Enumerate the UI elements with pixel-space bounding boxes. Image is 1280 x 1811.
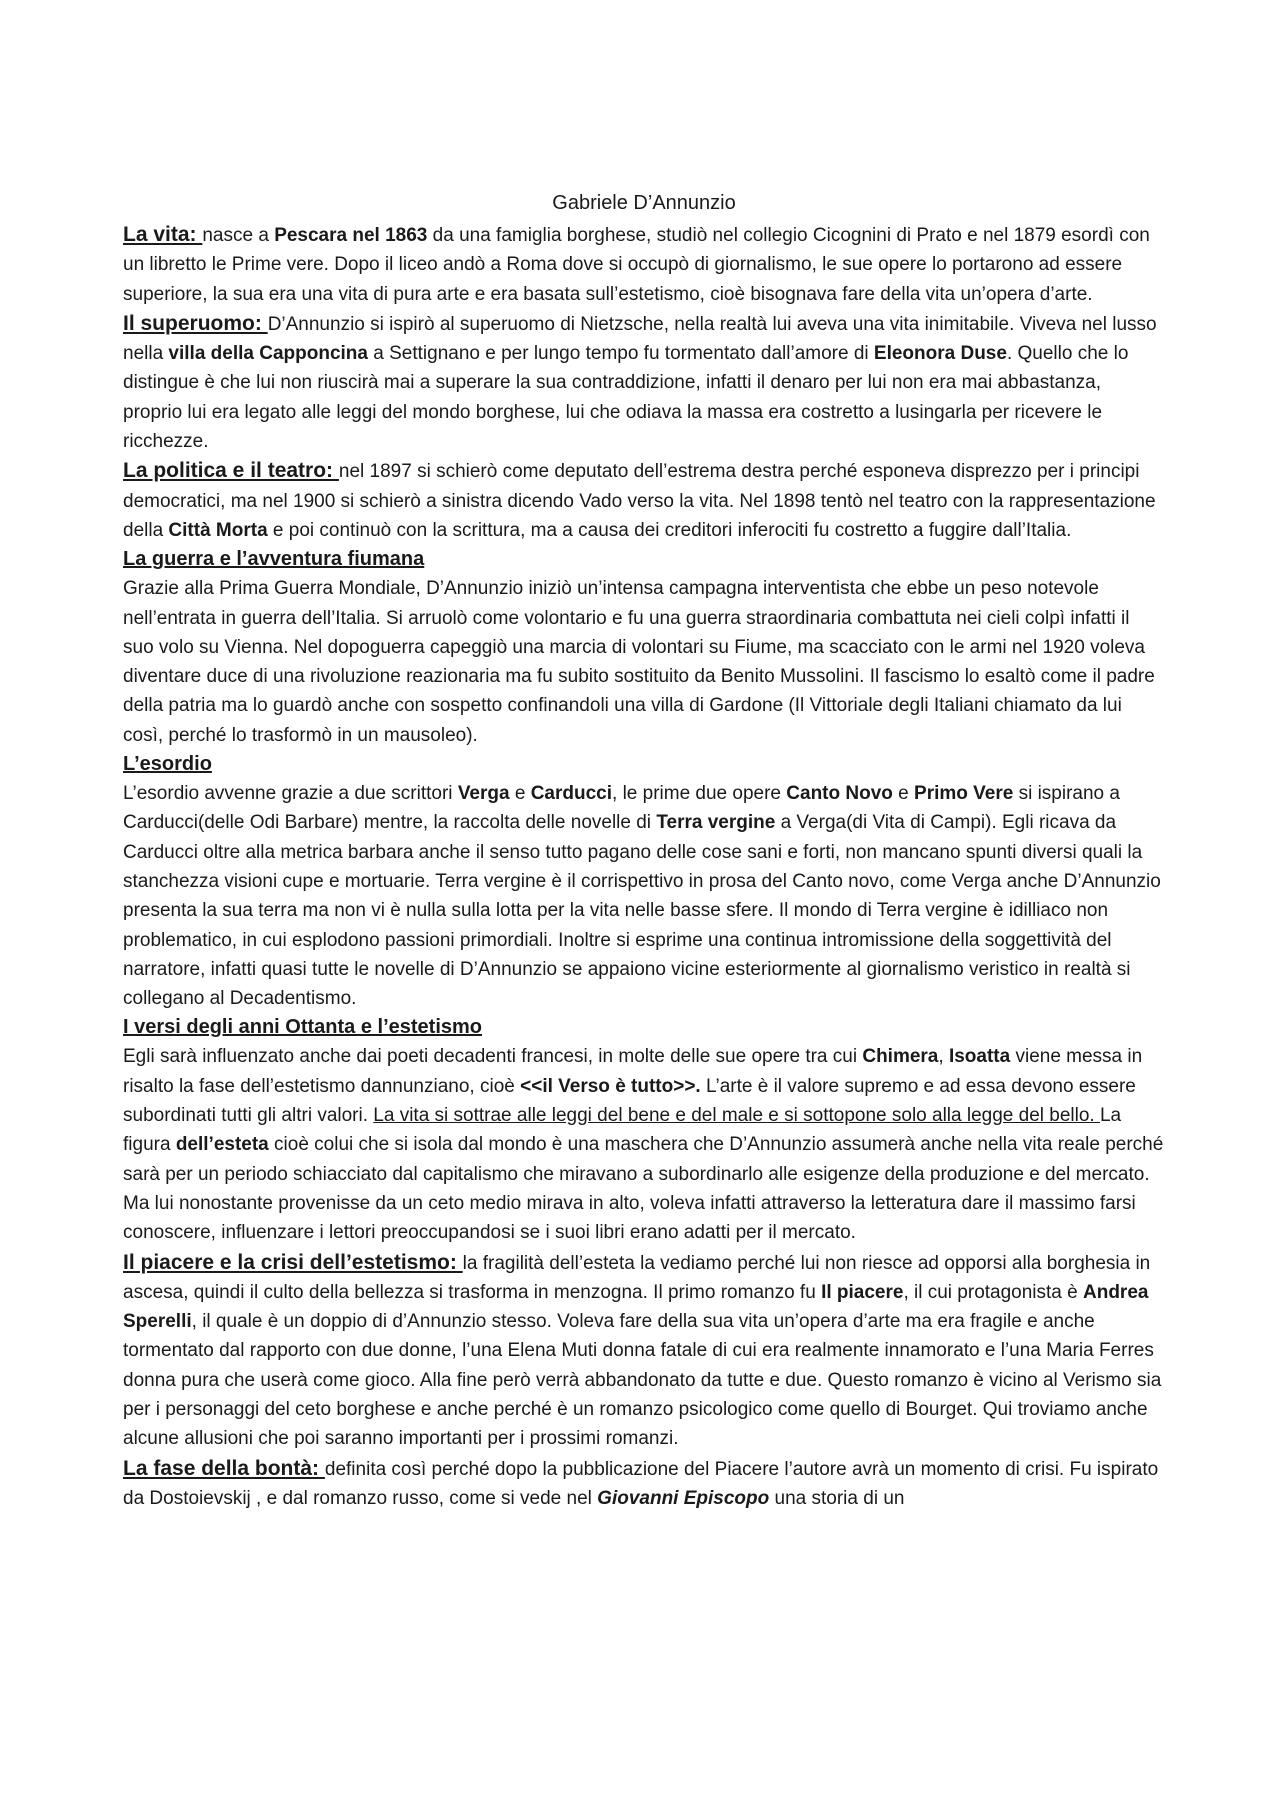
section-guerra: Grazie alla Prima Guerra Mondiale, D’Annunzio iniziò un’intensa campagna interventista che ebbe un peso notevole nell’entrata in guerra dell’Italia. Si arruolò come volontario e fu una guerra straordinaria combattuta nei cieli colpì infatti il suo volo su Vienna. Nel dopoguerra capeggiò una marcia di volontari su Fiume, ma scacciato con le armi nel 1920 voleva diventare duce di una rivoluzione reazionaria ma fu subito sostituito da Benito Mussolini. Il fascismo lo esaltò come il padre della patria ma lo guardò anche con sospetto confinandoli una villa di Gardone (Il Vittoriale degli Italiani chiamato da lui così, perché lo trasformò in un mausoleo).: [123, 578, 1155, 746]
heading-guerra: La guerra e l’avventura fiumana: [123, 548, 425, 571]
text: L’esordio avvenne grazie a due scrittori: [123, 783, 458, 805]
text: L’arte è il valore supremo e ad essa devono essere subordinati tutti gli altri valori.: [123, 1075, 1136, 1127]
document-page: [123, 188, 1165, 1513]
section-politica: [123, 456, 1165, 545]
bold-text: Chimera: [862, 1046, 939, 1068]
text: cioè colui che si isola dal mondo è una maschera che D’Annunzio assumerà anche nella vita reale perché sarà per un periodo schiacciato dal capitalismo che miravano a subordinarlo alle esigenze della produzione e del mercato. Ma lui nonostante provenisse da un ceto medio mirava in alto, voleva infatti attraverso la letteratura dare il massimo farsi conoscere, influenzare i lettori preoccupandosi se i suoi libri erano adatti per il mercato.: [123, 1134, 1164, 1244]
bold-text: Primo Vere: [914, 783, 1014, 805]
text: D’Annunzio si ispirò al superuomo di Nietzsche, nella realtà lui aveva una vita inimitabile. Viveva nel lusso nella: [123, 313, 1157, 365]
bold-text: Canto Novo: [786, 783, 893, 805]
heading-vita: La vita:: [123, 223, 203, 246]
bold-text: Eleonora Duse: [873, 343, 1007, 365]
text: la fragilità dell’esteta la vediamo perché lui non riesce ad opporsi alla borghesia in ascesa, quindi il culto della bellezza si trasforma in menzogna. Il primo romanzo fu: [123, 1252, 1151, 1303]
bold-text: <<il Verso è tutto>>.: [520, 1075, 701, 1097]
bold-text: Andrea Sperelli: [123, 1281, 1149, 1333]
text: una storia di un: [769, 1487, 905, 1509]
section-versi: [123, 1042, 1165, 1247]
text: , il cui protagonista è: [903, 1281, 1083, 1303]
text: ,: [938, 1046, 949, 1068]
text: Egli sarà influenzato anche dai poeti decadenti francesi, in molte delle sue opere tra cui: [123, 1046, 863, 1068]
heading-superuomo: Il superuomo:: [123, 311, 268, 335]
underlined-text: La vita si sottrae alle leggi del bene e del male e si sottopone solo alla legge del bello.: [373, 1105, 1100, 1127]
text: definita così perché dopo la pubblicazione del Piacere l’autore avrà un momento di crisi. Fu ispirato da Dostoievskij , e dal romanzo russo, come si vede nel: [123, 1458, 1159, 1509]
text: e: [892, 783, 915, 805]
heading-versi: I versi degli anni Ottanta e l’estetismo: [123, 1016, 482, 1039]
text: a Verga(di Vita di Campi). Egli ricava da Carducci oltre alla metrica barbara anche il senso tutto pagano delle cose sani e forti, non mancano spunti diversi quali la stanchezza visioni cupe e mortuarie. Terra vergine è il corrispettivo in prosa del Canto novo, come Verga anche D’Annunzio presenta la sua terra ma non vi è nulla sulla lotta per la vita nelle basse sfere. Il mondo di Terra vergine è idilliaco non problematico, in cui esplodono passioni primordiali. Inoltre si esprime una continua intromissione della soggettività del narratore, infatti quasi tutte le novelle di D’Annunzio se appaiono vicine esteriormente al giornalismo veristico in realtà si collegano al Decadentismo.: [123, 812, 1161, 1010]
section-esordio: [123, 779, 1165, 1013]
text: La figura: [123, 1105, 1122, 1156]
text: , le prime due opere: [612, 783, 787, 805]
text: da una famiglia borghese, studiò nel collegio Cicognini di Prato e nel 1879 esordì con un libretto le Prime vere. Dopo il liceo andò a Roma dove si occupò di giornalismo, le sue opere lo portarono ad essere superiore, la sua era una vita di pura arte e era basata sull’estetismo, cioè bisognava fare della vita un’opera d’arte.: [123, 225, 1150, 305]
bold-text: Città Morta: [168, 519, 268, 541]
heading-bonta: La fase della bontà:: [123, 1456, 325, 1480]
section-piacere: [123, 1248, 1165, 1454]
bold-italic-text: Giovanni Episcopo: [597, 1487, 770, 1509]
bold-text: dell’esteta: [175, 1134, 269, 1156]
bold-text: villa della Capponcina: [168, 343, 368, 365]
section-superuomo: [123, 309, 1165, 456]
text: nasce a: [202, 225, 275, 246]
bold-text: Terra vergine: [656, 812, 776, 834]
text: si ispirano a Carducci(delle Odi Barbare) mentre, la raccolta delle novelle di: [123, 783, 1120, 834]
document-title: Gabriele D’Annunzio: [552, 192, 736, 214]
bold-text: Isoatta: [948, 1046, 1011, 1068]
heading-esordio: L’esordio: [123, 753, 212, 776]
heading-politica: La politica e il teatro:: [123, 459, 339, 483]
text: e: [509, 783, 531, 805]
heading-piacere: Il piacere e la crisi dell’estetismo:: [123, 1250, 463, 1274]
section-bonta: [123, 1454, 1165, 1514]
text: , il quale è un doppio di d’Annunzio stesso. Voleva fare della sua vita un’opera d’arte ma era fragile e anche tormentato dal rapporto con due donne, l’una Elena Muti donna fatale di cui era realmente innamorato e l’una Maria Ferres donna pura che userà come gioco. Alla fine però verrà abbandonato da tutte e due. Questo romanzo è vicino al Verismo sia per i personaggi del ceto borghese e anche perché è un romanzo psicologico come quello di Bourget. Qui troviamo anche alcune allusioni che poi saranno importanti per i prossimi romanzi.: [123, 1311, 1162, 1450]
text: a Settignano e per lungo tempo fu tormentato dall’amore di: [367, 343, 874, 365]
text: e poi continuò con la scrittura, ma a causa dei creditori inferociti fu costretto a fuggire dall’Italia.: [267, 519, 1072, 541]
bold-text: Il piacere: [821, 1281, 904, 1303]
section-vita: [123, 220, 1165, 309]
bold-text: Verga: [457, 783, 510, 805]
bold-text: Pescara nel 1863: [274, 225, 428, 246]
text: viene messa in risalto la fase dell’estetismo dannunziano, cioè: [123, 1046, 1143, 1097]
bold-text: Carducci: [530, 783, 613, 805]
text: . Quello che lo distingue è che lui non riuscirà mai a superare la sua contraddizione, infatti il denaro per lui non era mai abbastanza, proprio lui era legato alle leggi del mondo borghese, lui che odiava la massa era costretto a lusingarla per ricevere le ricchezze.: [123, 343, 1129, 453]
text: nel 1897 si schierò come deputato dell’estrema destra perché esponeva disprezzo per i principi democratici, ma nel 1900 si schierò a sinistra dicendo Vado verso la vita. Nel 1898 tentò nel teatro con la rappresentazione della: [123, 461, 1156, 541]
